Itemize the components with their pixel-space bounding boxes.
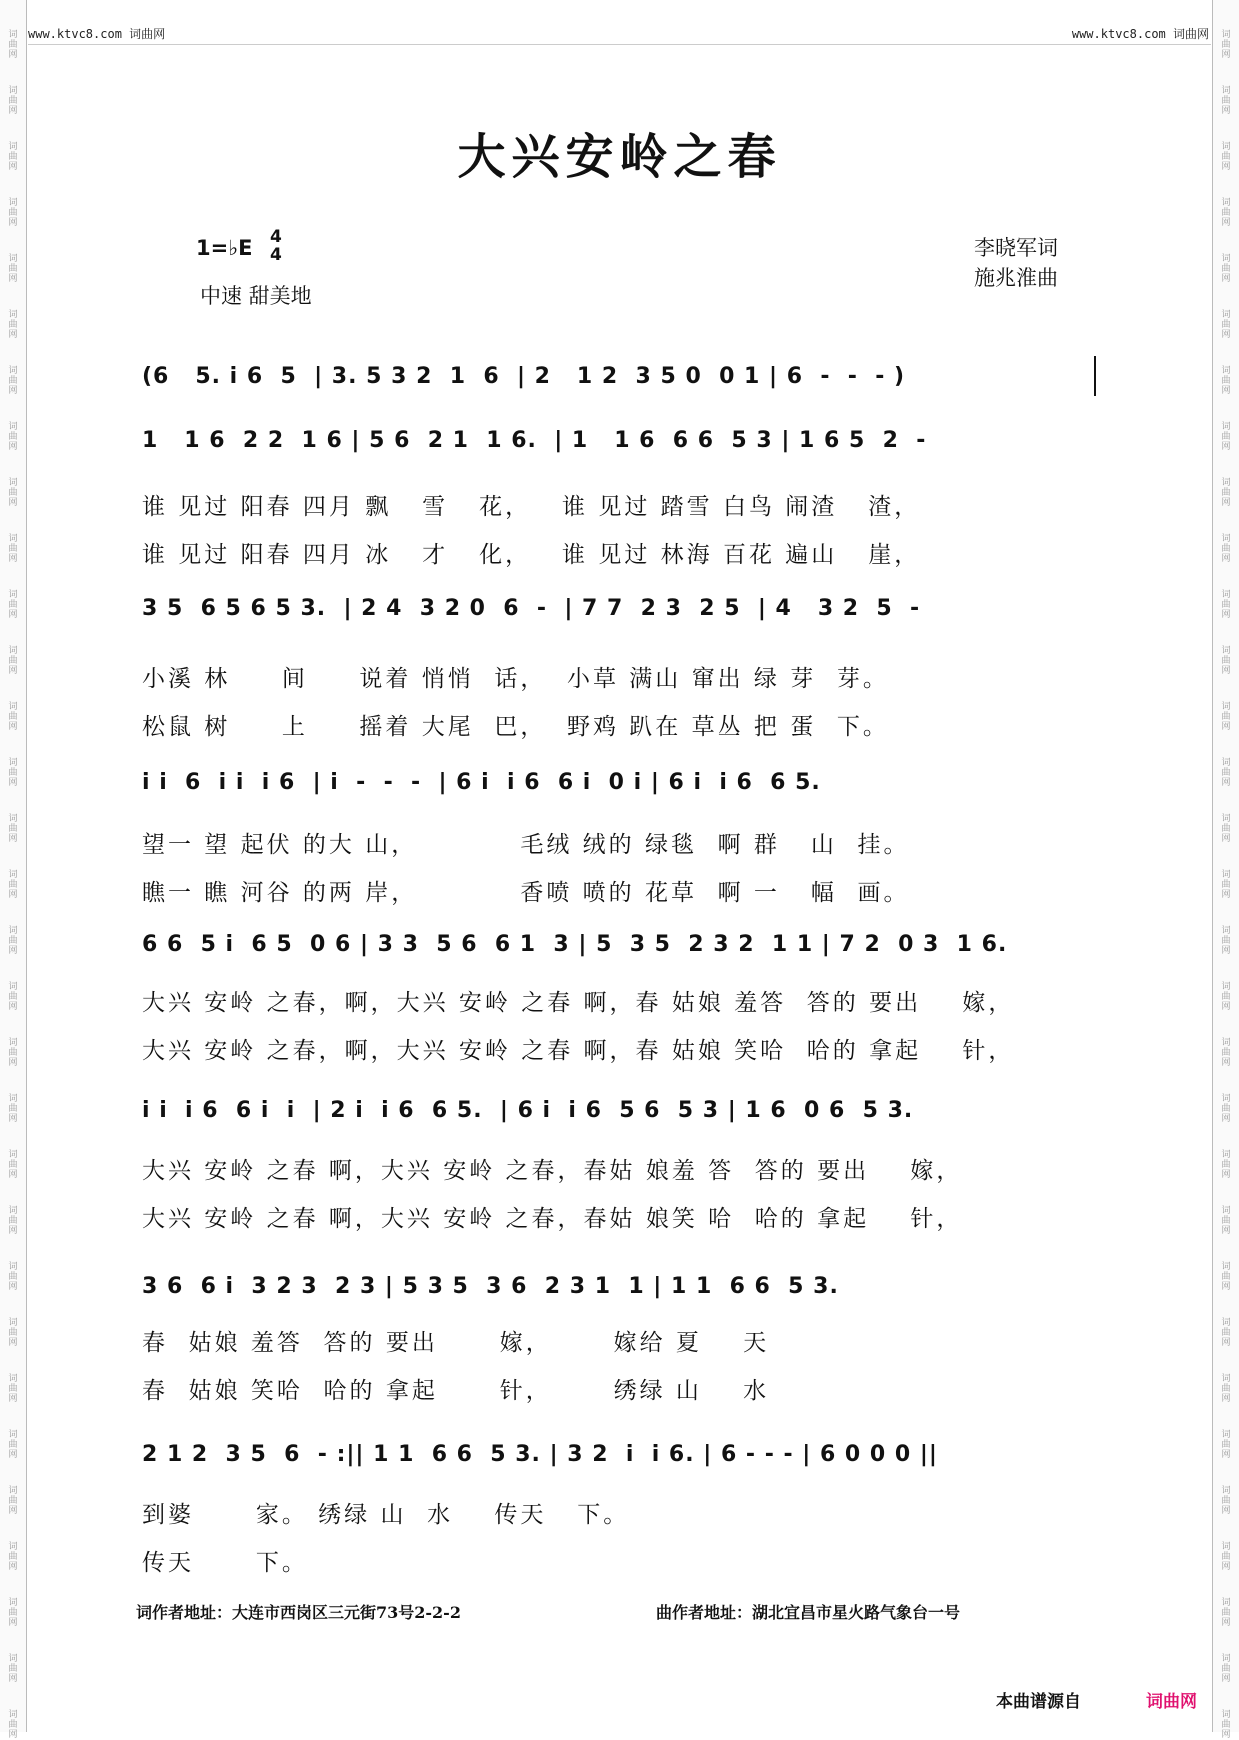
score-line-2: 3 5 6 5 6 5 3. | 2 4 3 2 0 6 - | 7 7 2 3 2 5 | 4 3 2 5 - — [142, 596, 921, 621]
watermark-stamp: 词 曲 网 — [8, 366, 18, 396]
watermark-stamp: 词 曲 网 — [1221, 702, 1231, 732]
watermark-stamp: 词 曲 网 — [8, 590, 18, 620]
lyric-line-2-verse-1: 小溪 林 间 说着 悄悄 话， 小草 满山 窜出 绿 芽 芽。 — [142, 666, 889, 692]
watermark-stamp: 词 曲 网 — [8, 1094, 18, 1124]
watermark-stamp: 词 曲 网 — [8, 1654, 18, 1684]
watermark-stamp: 词 曲 网 — [8, 646, 18, 676]
watermark-stamp: 词 曲 网 — [1221, 310, 1231, 340]
watermark-stamp: 词 曲 网 — [1221, 1598, 1231, 1628]
score-line-1: 1 1 6 2 2 1 6 | 5 6 2 1 1 6. | 1 1 6 6 6 5 3 | 1 6 5 2 - — [142, 428, 927, 453]
watermark-stamp: 词 曲 网 — [1221, 1318, 1231, 1348]
watermark-stamp: 词 曲 网 — [8, 1262, 18, 1292]
score-line-intro: (6 5. i 6 5 | 3. 5 3 2 1 6 | 2 1 2 3 5 0 0 1 | 6 - - - ) — [142, 364, 906, 389]
watermark-stamp: 词 曲 网 — [8, 1430, 18, 1460]
lyric-line-1-verse-1: 谁 见过 阳春 四月 飘 雪 花， 谁 见过 踏雪 白鸟 闹渣 渣， — [142, 494, 921, 520]
lyric-line-4-verse-1: 大兴 安岭 之春，啊，大兴 安岭 之春 啊，春 姑娘 羞答 答的 要出 嫁， — [142, 990, 1015, 1016]
watermark-stamp: 词 曲 网 — [8, 478, 18, 508]
watermark-stamp: 词 曲 网 — [1221, 198, 1231, 228]
watermark-stamp: 词 曲 网 — [8, 1038, 18, 1068]
watermark-stamp: 词 曲 网 — [1221, 254, 1231, 284]
score-line-7: 2 1 2 3 5 6 - :|| 1 1 6 6 5 3. | 3 2 i i 6. | 6 - - - | 6 0 0 0 || — [142, 1442, 938, 1467]
watermark-stamp: 词 曲 网 — [8, 86, 18, 116]
watermark-stamp: 词 曲 网 — [8, 1374, 18, 1404]
lyric-line-7-verse-2: 传天 下。 — [142, 1550, 308, 1576]
watermark-stamp: 词 曲 网 — [1221, 1150, 1231, 1180]
watermark-stamp: 词 曲 网 — [1221, 1094, 1231, 1124]
score-line-5: i i i 6 6 i i | 2 i i 6 6 5. | 6 i i 6 5 6 5 3 | 1 6 0 6 5 3. — [142, 1098, 914, 1123]
time-signature-top: 4 — [270, 227, 282, 247]
song-title: 大兴安岭之春 — [457, 129, 782, 185]
time-signature — [270, 228, 282, 264]
watermark-stamp: 词 曲 网 — [1221, 478, 1231, 508]
watermark-stamp: 词 曲 网 — [1221, 1486, 1231, 1516]
header-site-left[interactable]: www.ktvc8.com 词曲网 — [28, 27, 166, 41]
left-watermark-strip — [0, 0, 27, 1740]
watermark-stamp: 词 曲 网 — [8, 422, 18, 452]
watermark-stamp: 词 曲 网 — [8, 982, 18, 1012]
watermark-stamp: 词 曲 网 — [1221, 814, 1231, 844]
watermark-stamp: 词 曲 网 — [1221, 1710, 1231, 1740]
watermark-stamp: 词 曲 网 — [8, 1598, 18, 1628]
lyric-line-5-verse-2: 大兴 安岭 之春 啊，大兴 安岭 之春，春姑 娘笑 哈 哈的 拿起 针， — [142, 1206, 963, 1232]
score-line-3: i i 6 i i i 6 | i - - - | 6 i i 6 6 i 0 i | 6 i i 6 6 5. — [142, 770, 821, 795]
watermark-stamp: 词 曲 网 — [1221, 870, 1231, 900]
key-signature: 1=♭E — [196, 236, 253, 260]
right-watermark-strip — [1212, 0, 1239, 1740]
time-signature-bottom: 4 — [270, 245, 282, 265]
watermark-stamp: 词 曲 网 — [8, 30, 18, 60]
lyric-line-2-verse-2: 松鼠 树 上 摇着 大尾 巴， 野鸡 趴在 草丛 把 蛋 下。 — [142, 714, 889, 740]
watermark-stamp: 词 曲 网 — [1221, 1430, 1231, 1460]
watermark-stamp: 词 曲 网 — [8, 198, 18, 228]
watermark-stamp: 词 曲 网 — [8, 1486, 18, 1516]
watermark-stamp: 词 曲 网 — [1221, 366, 1231, 396]
watermark-stamp: 词 曲 网 — [1221, 86, 1231, 116]
watermark-stamp: 词 曲 网 — [1221, 1654, 1231, 1684]
lyric-line-4-verse-2: 大兴 安岭 之春，啊，大兴 安岭 之春 啊，春 姑娘 笑哈 哈的 拿起 针， — [142, 1038, 1015, 1064]
watermark-stamp: 词 曲 网 — [1221, 982, 1231, 1012]
tempo-marking: 中速 甜美地 — [200, 284, 312, 308]
watermark-stamp: 词 曲 网 — [8, 310, 18, 340]
footer-source-label: 本曲谱源自 — [996, 1692, 1081, 1712]
watermark-stamp: 词 曲 网 — [8, 1206, 18, 1236]
watermark-stamp: 词 曲 网 — [8, 870, 18, 900]
watermark-stamp: 词 曲 网 — [1221, 646, 1231, 676]
watermark-stamp: 词 曲 网 — [8, 702, 18, 732]
barline — [1094, 356, 1096, 396]
lyric-line-6-verse-2: 春 姑娘 笑哈 哈的 拿起 针， 绣绿 山 水 — [142, 1378, 770, 1404]
lyric-line-3-verse-2: 瞧一 瞧 河谷 的两 岸， 香喷 喷的 花草 啊 一 幅 画。 — [142, 880, 910, 906]
watermark-stamp: 词 曲 网 — [1221, 1038, 1231, 1068]
watermark-stamp: 词 曲 网 — [1221, 758, 1231, 788]
watermark-stamp: 词 曲 网 — [1221, 30, 1231, 60]
lyric-line-7-verse-1: 到婆 家。 绣绿 山 水 传天 下。 — [142, 1502, 630, 1528]
lyricist-credit: 李晓军词 — [974, 236, 1058, 260]
score-line-4: 6 6 5 i 6 5 0 6 | 3 3 5 6 6 1 3 | 5 3 5 2 3 2 1 1 | 7 2 0 3 1 6. — [142, 932, 1008, 957]
watermark-stamp: 词 曲 网 — [1221, 142, 1231, 172]
lyric-line-3-verse-1: 望一 望 起伏 的大 山， 毛绒 绒的 绿毯 啊 群 山 挂。 — [142, 832, 910, 858]
lyric-line-1-verse-2: 谁 见过 阳春 四月 冰 才 化， 谁 见过 林海 百花 遍山 崖， — [142, 542, 921, 568]
watermark-stamp: 词 曲 网 — [1221, 1262, 1231, 1292]
watermark-stamp: 词 曲 网 — [8, 758, 18, 788]
lyric-line-6-verse-1: 春 姑娘 羞答 答的 要出 嫁， 嫁给 夏 天 — [142, 1330, 770, 1356]
watermark-stamp: 词 曲 网 — [8, 1318, 18, 1348]
watermark-stamp: 词 曲 网 — [1221, 422, 1231, 452]
composer-address: 曲作者地址：湖北宜昌市星火路气象台一号 — [656, 1603, 961, 1622]
watermark-stamp: 词 曲 网 — [8, 1150, 18, 1180]
watermark-stamp: 词 曲 网 — [8, 254, 18, 284]
composer-credit: 施兆淮曲 — [974, 266, 1058, 290]
watermark-stamp: 词 曲 网 — [8, 814, 18, 844]
lyricist-address: 词作者地址：大连市西岗区三元街73号2-2-2 — [136, 1603, 461, 1622]
header-rule — [28, 44, 1211, 45]
watermark-stamp: 词 曲 网 — [8, 1542, 18, 1572]
watermark-stamp: 词 曲 网 — [8, 534, 18, 564]
watermark-stamp: 词 曲 网 — [1221, 1206, 1231, 1236]
watermark-stamp: 词 曲 网 — [1221, 1374, 1231, 1404]
footer-brand-link[interactable]: 词曲网 — [1146, 1692, 1197, 1712]
watermark-stamp: 词 曲 网 — [1221, 590, 1231, 620]
score-line-6: 3 6 6 i 3 2 3 2 3 | 5 3 5 3 6 2 3 1 1 | 1 1 6 6 5 3. — [142, 1274, 839, 1299]
watermark-stamp: 词 曲 网 — [8, 926, 18, 956]
watermark-stamp: 词 曲 网 — [8, 1710, 18, 1740]
watermark-stamp: 词 曲 网 — [1221, 926, 1231, 956]
lyric-line-5-verse-1: 大兴 安岭 之春 啊，大兴 安岭 之春，春姑 娘羞 答 答的 要出 嫁， — [142, 1158, 963, 1184]
watermark-stamp: 词 曲 网 — [8, 142, 18, 172]
watermark-stamp: 词 曲 网 — [1221, 534, 1231, 564]
watermark-stamp: 词 曲 网 — [1221, 1542, 1231, 1572]
header-site-right[interactable]: www.ktvc8.com 词曲网 — [1071, 27, 1209, 41]
